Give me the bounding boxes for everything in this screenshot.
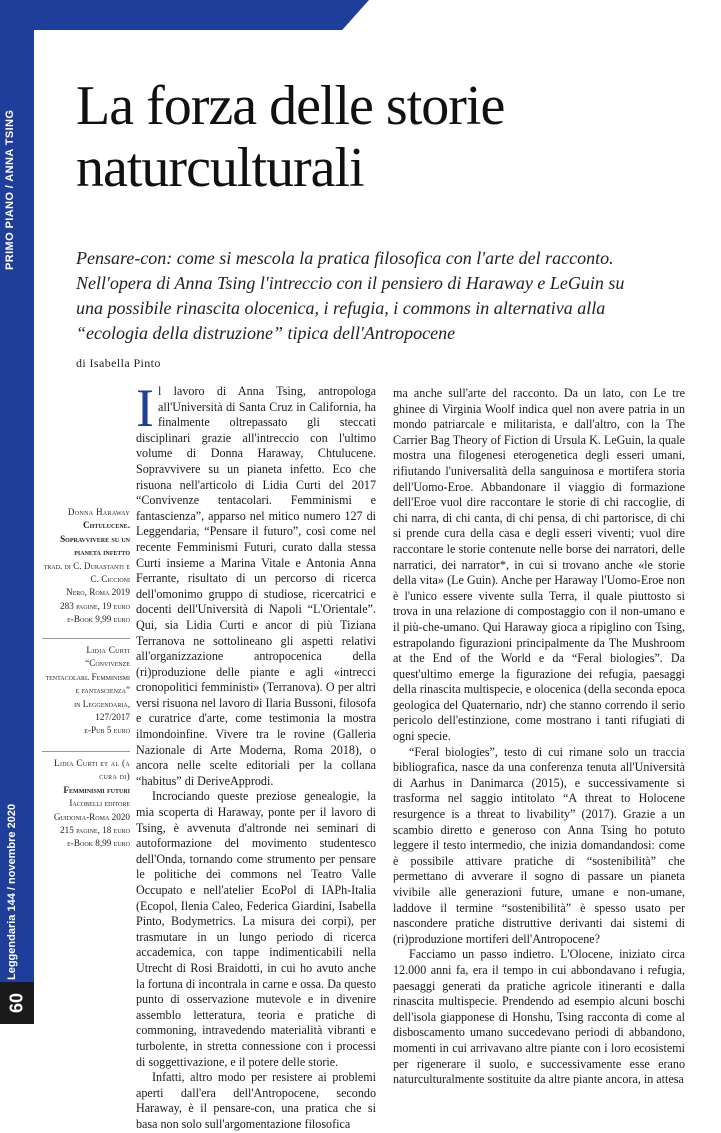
book-note-meta: in Leggendaria, [74,698,130,709]
section-label: PRIMO PIANO / ANNA TSING [4,109,16,270]
paragraph: ma anche sull'arte del racconto. Da un lato, con Le tre ghinee di Virginia Woolf indica quel non avere patria in un mondo patriarcale e militarista, e dall'altro, con la The Carrier Bag Theory of Fiction di Ursula K. LeGuin, la quale mostra una filogenesi eterogenetica degli esseri umani, rifiutando l'universalità della sanguinosa e mortifera storia dell'Uomo-Eroe. Abbandonare il viaggio di formazione dell'Eroe vuol dire raccontare le storie di chi raccoglie, di chi narra, di chi canta, di chi pensa, di chi partorisce, di chi si prende cura della casa e degli esseri viventi; vuol dire raccontare le storie contenute nelle borse dei narratori, delle narratici, dei narrator*, in cui si trovano anche «le storie della vita» (Le Guin). Anche per Haraway l'Uomo-Eroe non è l'unico essere vivente sulla Terra, il quale piuttosto si trova in una relazione di compostaggio con il non-umano e il più-che-umano. Qui Haraway gioca a ripiglino con Tsing, estrapolando figurazioni principalmente da The Mushroom at the End of the World e da “Feral biologies”. Da quest'ultimo emerge la figurazione dei refugia, paesaggi della rinascita multispecie, e olocenica (della seconda epoca geologica del Quaternario, ndr) che stanno correndo il serio pericolo dell'estinzione, come mostrano i tanti rifugiati di ogni specie. [393,386,685,744]
book-note-meta: Nero, Roma 2019 [65,587,130,598]
book-note-title: Chtulucene. Sopravvivere su un pianeta infetto [60,520,130,558]
book-note-author: Donna Haraway [67,507,130,517]
body-column-2 [393,386,685,1088]
book-note-meta: 127/2017 [95,712,130,723]
book-note-title: Femminismi futuri [63,784,130,795]
paragraph: Facciamo un passo indietro. L'Olocene, iniziato circa 12.000 anni fa, era il tempo in cui abbondavano i refugia, paesaggi generati da pratiche agricole itineranti e dalla rinascita multispecie. Prendendo ad esempio alcuni boschi dell'isola giapponese di Honshu, Tsing racconta di come al disboscamento umano succedevano periodi di abbandono, momenti in cui arrivavano altre piante con i loro ecosistemi per rigenerare il suolo, e successivamente esse erano naturculturalmente sostituite da altre piante ancora, in attesa [393,947,685,1087]
sidebar [0,0,34,1024]
paragraph: “Feral biologies”, testo di cui rimane solo un traccia bibliografica, nasce da una conferenza tenuta all'Università di Aarhus in Danimarca (2015), e successivamente si trasforma nel saggio intitolato “A threat to Holocene resurgence is a threat to livability” (2017). Grazie a un scambio diretto e generoso con Anna Tsing ho potuto leggere il testo intermedio, che inizia domandandosi: come è possibile attivare pratiche di “sostenibilità” che permettano di avverare il sogno di passare un pianeta vivibile alle generazioni future, umane e non-umane, laddove il termine “sostenibilità” è spesso usato per nascondere pratiche distruttive derivanti dai sistemi di (ri)produzione mortiferi dell'Antropocene? [393,744,685,946]
book-note-meta: trad. di C. Durastanti e C. Ciccioni [43,560,130,585]
book-note-author: Lidia Curti et al (a cura di) [54,758,130,782]
book-note-meta: e-Pub 5 euro [84,725,130,736]
book-note-meta: e-Book 9,99 euro [67,614,130,625]
book-note-title: “Convivenze tentacolari. Femminismi e fantascienza” [45,658,130,696]
book-note-curti-article [42,644,130,738]
article-subtitle: Pensare-con: come si mescola la pratica filosofica con l'arte del racconto. Nell'opera di Anna Tsing l'intreccio con il pensiero di Haraway e LeGuin su una possibile rinascita olocenica, i refugia, i commons in alternativa alla “ecologia della distruzione” tipica dell'Antropocene [76,248,625,343]
book-note-meta: 215 pagine, 18 euro [60,825,130,836]
book-note-author: Lidia Curti [86,645,130,655]
issue-label: Leggendaria 144 / novembre 2020 [6,803,18,980]
article-title [76,75,696,199]
book-note-meta: Iacobelli editore [69,798,130,809]
book-note-meta: Guidonia-Roma 2020 [53,811,130,822]
book-note-femminismi-futuri [42,757,130,851]
book-note-meta: 283 pagine, 19 euro [60,600,130,611]
book-note-meta: e-Book 8,99 euro [67,838,130,849]
drop-cap: I [136,378,154,438]
paragraph [136,378,376,789]
body-column-1 [136,378,376,1133]
title-line-1: La forza delle storie [76,75,505,137]
title-line-2: naturculturali [76,137,364,199]
book-note-haraway [42,506,130,627]
divider [42,751,130,752]
divider [42,638,130,639]
corner-tab [34,0,369,30]
byline: di Isabella Pinto [76,356,161,370]
page-number: 60 [0,982,34,1024]
paragraph-text: l lavoro di Anna Tsing, antropologa all'Università di Santa Cruz in California, ha finalmente oltrepassato gli steccati disciplinari grazie all'intreccio con l'ultimo volume di Donna Haraway, Chtulucene. Sopravvivere su un pianeta infetto. Eco che risuona nell'articolo di Lidia Curti del 2017 “Convivenze tentacolari. Femminismi e fantascienza”, apparso nel mitico numero 127 di Leggendaria, “Pensare il futuro”, così come nel recente Femminismi Futuri, curato dalla stessa Curti insieme a Marina Vitale e Antonia Anna Ferrante, risultato di un percorso di ricerca dell'omonimo gruppo di studiose, ricercatrici e docenti dell'Università di Napoli “L'Orientale”. Qui, sia Lidia Curti e ancor di più Tiziana Terranova ne sottolineano gli aspetti relativi all'organizzazione antropocenica della (ri)produzione delle piante e agli «intrecci cronopolitici femministi» (Terranova). O per altri versi risuona nel lavoro di Ilaria Bussoni, filosofa e curatrice d'arte, come testimonia la mostra ilmondoinfine. Vivere tra le rovine (Galleria Nazionale di Arte Moderna, Roma 2018), o ancora nelle scelte editoriali per la collana “habitus” di DeriveApprodi. [136,384,376,788]
paragraph: Incrociando queste preziose genealogie, la mia scoperta di Haraway, ponte per il lavoro di Tsing, è avvenuta d'altronde nei seminari di autoformazione del movimento studentesco dell'Onda, tornando come strumento per pensare le politiche dei commons nel Teatro Valle Occupato e nell'atelier EcoPol di IAPh-Italia (Ecopol, Ilenia Caleo, Federica Giardini, Isabella Pinto, Bodymetrics. La misura dei corpi), per trasmutare in un lungo periodo di ricerca accademica, con tappe indimenticabili nella Utrecht di Rosi Braidotti, in cui ho avuto anche la fortuna di incontrala in carne e ossa. Da questo punto di osservazione mutevole e in divenire assemblo letteratura, teoria e pratiche di commoning, intravedendo materialità vibranti e turbolente, in stretta connessione con i processi di soggettivazione, e il potere delle storie. [136,789,376,1069]
paragraph: Infatti, altro modo per resistere ai problemi aperti dall'era dell'Antropocene, secondo Haraway, è il pensare-con, una pratica che si basa non solo sull'argomentazione filosofica [136,1070,376,1131]
